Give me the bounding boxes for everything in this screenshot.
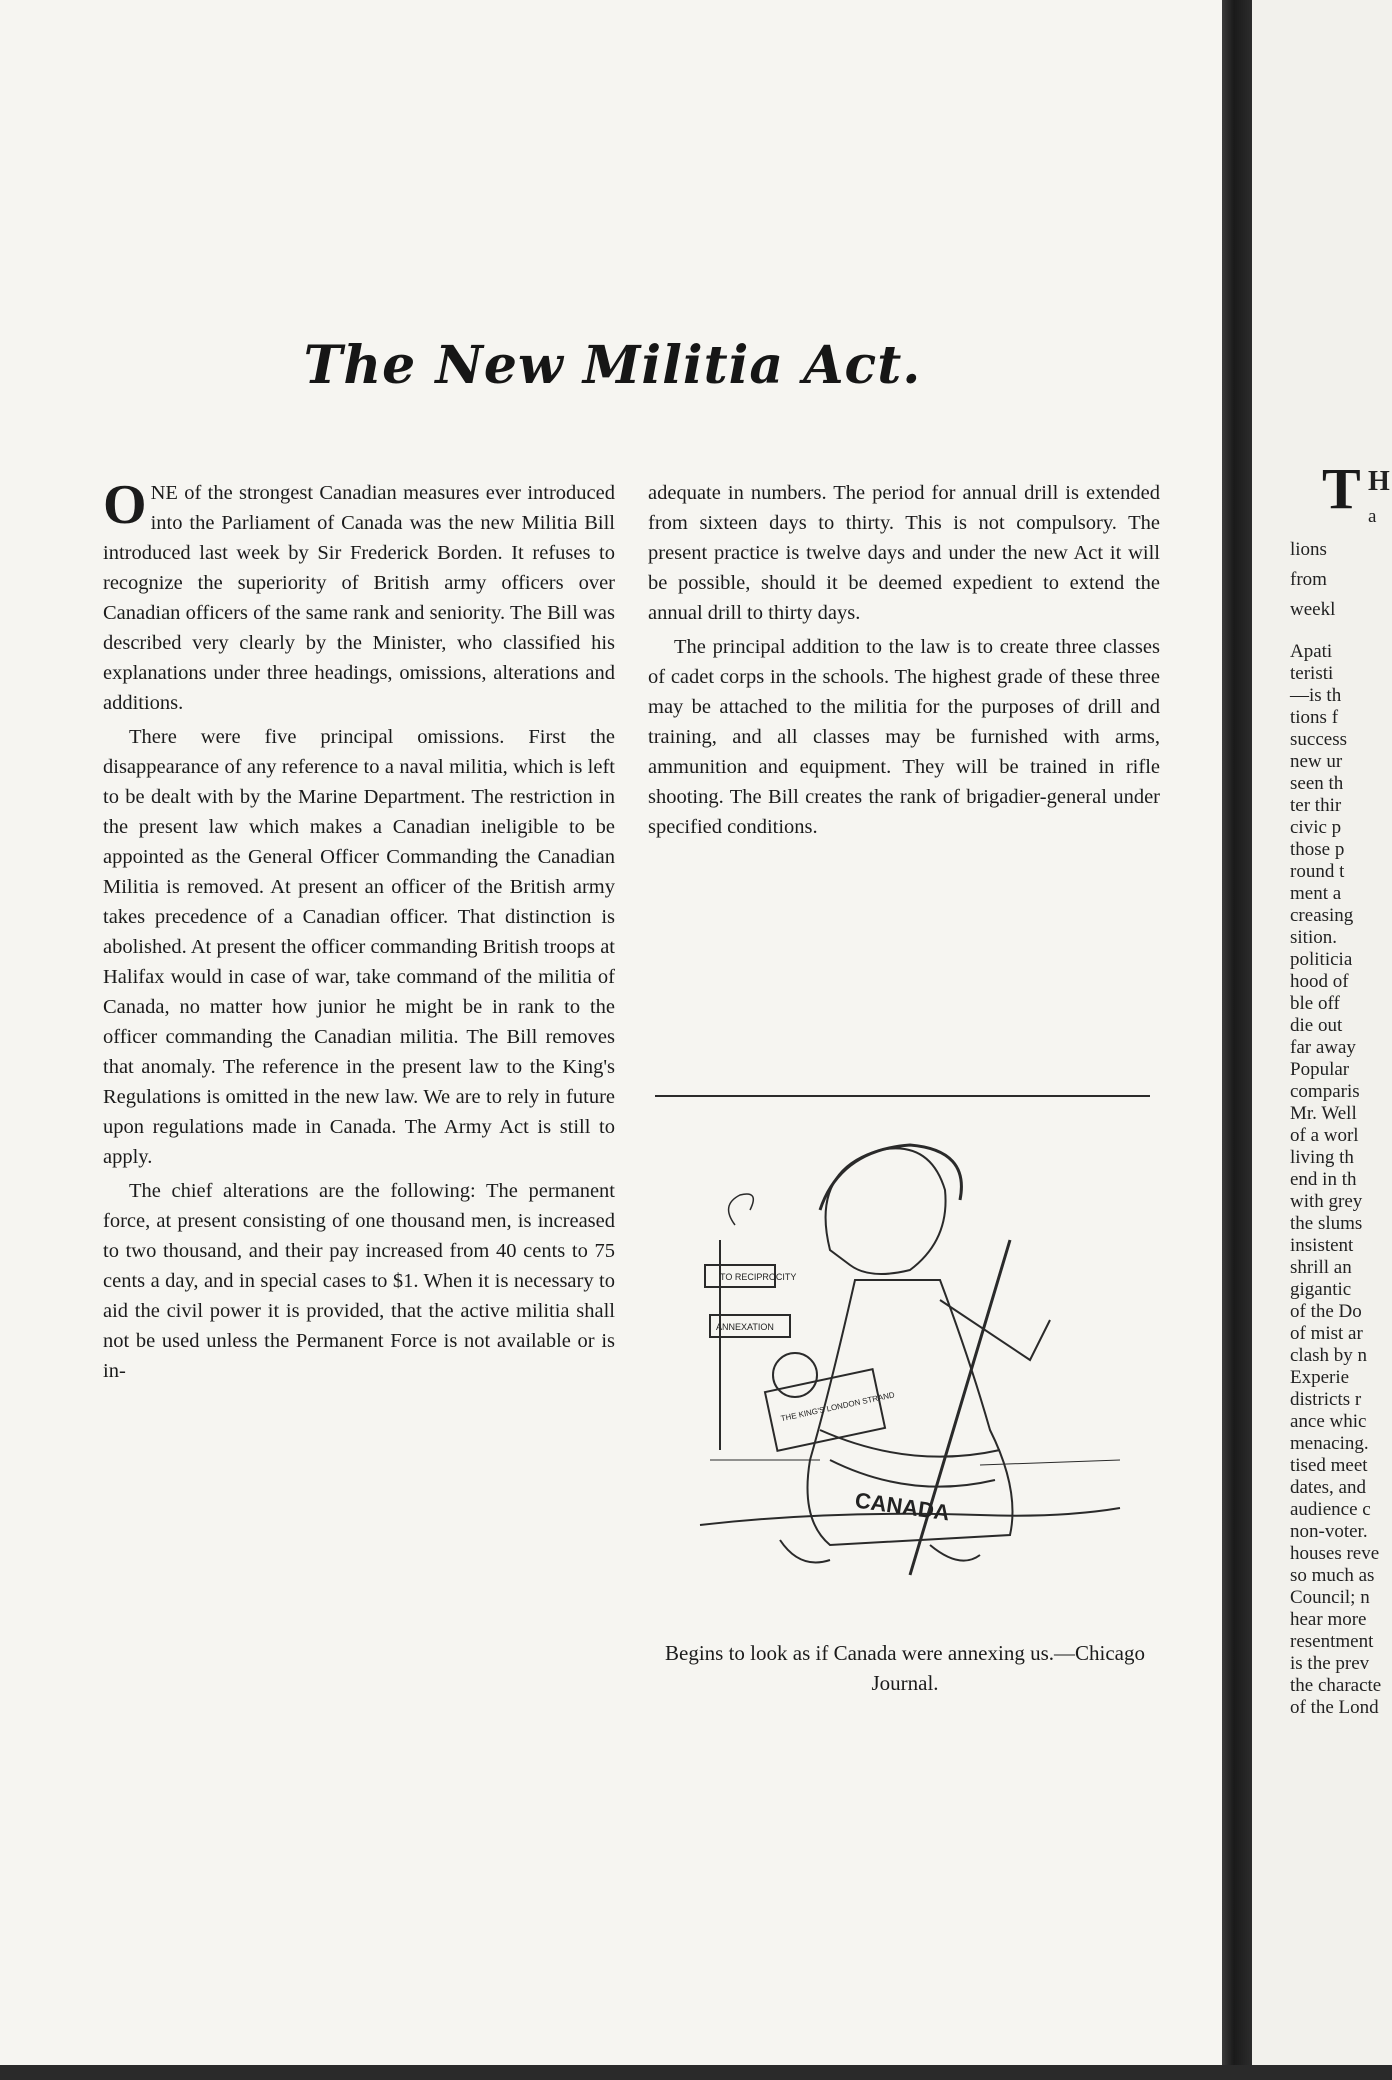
- next-page-line: ble off: [1290, 993, 1340, 1014]
- next-page-line: clash by n: [1290, 1345, 1368, 1366]
- next-page-line: round t: [1290, 861, 1345, 882]
- next-page-line: shrill an: [1290, 1257, 1352, 1278]
- section-divider: [655, 1095, 1150, 1097]
- next-page-line: a: [1368, 506, 1377, 527]
- paragraph-2: There were five principal omissions. First the disappearance of any reference to a naval militia, which is left to be dealt with by the Marine Department. The restriction in the present law which makes a Canadian ineligible to be appointed as the General Officer Commanding the Canadian Militia is removed. At present an officer of the British army takes precedence of a Canadian officer. That distinction is abolished. At present the officer commanding British troops at Halifax would in case of war, take command of the militia of Canada, no matter how junior he might be in rank to the officer commanding the Canadian militia. The Bill removes that anomaly. The reference in the present law to the King's Regulations is omitted in the new law. We are to rely in future upon regulations made in Canada. The Army Act is still to apply.: [103, 726, 615, 1168]
- figure-arm: [940, 1300, 1050, 1360]
- figure-head: [826, 1148, 946, 1274]
- box-text: THE KING'S LONDON STRAND: [779, 1390, 896, 1424]
- next-page-line: ter thir: [1290, 795, 1342, 816]
- next-page-line: end in th: [1290, 1169, 1357, 1190]
- drop-cap: O: [103, 474, 147, 536]
- left-column: [103, 474, 615, 1390]
- next-page-line: Council; n: [1290, 1587, 1370, 1608]
- book-gutter: [1222, 0, 1252, 2080]
- next-page-line: civic p: [1290, 817, 1342, 838]
- next-page-line: tised meet: [1290, 1455, 1368, 1476]
- next-page-line: H: [1368, 466, 1390, 497]
- next-page-line: lions: [1290, 539, 1327, 560]
- next-page-line: insistent: [1290, 1235, 1354, 1256]
- next-page-line: weekl: [1290, 599, 1336, 620]
- right-column: [648, 478, 1160, 846]
- next-page-line: seen th: [1290, 773, 1344, 794]
- next-page-line: the slums: [1290, 1213, 1363, 1234]
- next-page-line: creasing: [1290, 905, 1354, 926]
- paragraph-5: The principal addition to the law is to create three classes of cadet corps in the schools. The highest grade of these three may be attached to the militia for the purposes of drill and training, and all classes may be furnished with arms, ammunition and equipment. They will be trained in rifle shooting. The Bill creates the rank of brigadier-general under specified conditions.: [648, 636, 1160, 838]
- sign-mid-text: ANNEXATION: [716, 1322, 774, 1332]
- next-page-line: of the Lond: [1290, 1697, 1379, 1718]
- next-page-line: gigantic: [1290, 1279, 1352, 1300]
- sign-top-text: TO RECIPROCITY: [720, 1272, 797, 1282]
- next-page-line: far away: [1290, 1037, 1356, 1058]
- next-page-line: of mist ar: [1290, 1323, 1363, 1344]
- next-page-line: so much as: [1290, 1565, 1375, 1586]
- next-page-line: resentment: [1290, 1631, 1374, 1652]
- next-page-line: living th: [1290, 1147, 1354, 1168]
- next-page-line: Popular: [1290, 1059, 1350, 1080]
- paragraph-4: adequate in numbers. The period for annual drill is extended from sixteen days to thirty. This is not compulsory. The present practice is twelve days and under the new Act it will be possible, should it be deemed expedient to extend the annual drill to thirty days.: [648, 482, 1160, 624]
- bottom-edge: [0, 2065, 1392, 2080]
- next-page-line: dates, and: [1290, 1477, 1366, 1498]
- cartoon-illustration: [680, 1130, 1130, 1600]
- next-page-line: hood of: [1290, 971, 1349, 992]
- article-title: The New Militia Act.: [303, 335, 922, 396]
- next-page-line: of the Do: [1290, 1301, 1362, 1322]
- next-page-line: Apati: [1290, 641, 1333, 662]
- cartoon-caption: Begins to look as if Canada were annexing us.—Chicago Journal.: [665, 1641, 1145, 1695]
- next-page-line: those p: [1290, 839, 1345, 860]
- next-page-line: menacing.: [1290, 1433, 1369, 1454]
- walking-stick: [910, 1240, 1010, 1575]
- next-page-line: non-voter.: [1290, 1521, 1368, 1542]
- next-page-line: from: [1290, 569, 1327, 590]
- next-page-line: hear more: [1290, 1609, 1367, 1630]
- next-page-line: —is th: [1290, 685, 1342, 706]
- next-page-line: new ur: [1290, 751, 1343, 772]
- next-page-line: politicia: [1290, 949, 1353, 970]
- next-page-line: ance whic: [1290, 1411, 1367, 1432]
- next-page-line: ment a: [1290, 883, 1342, 904]
- paragraph-3: The chief alterations are the following: The permanent force, at present consisting of one thousand men, is increased to two thousand, and their pay increased from 40 cents to 75 cents a day, and in special cases to $1. When it is necessary to aid the civil power it is provided, that the active militia shall not be used unless the Permanent Force is not available or is in-: [103, 1180, 615, 1382]
- next-page-line: teristi: [1290, 663, 1334, 684]
- next-page-line: die out: [1290, 1015, 1343, 1036]
- next-page-line: success: [1290, 729, 1347, 750]
- next-page-dropcap: T: [1322, 456, 1361, 521]
- next-page-line: houses reve: [1290, 1543, 1380, 1564]
- next-page-line: comparis: [1290, 1081, 1360, 1102]
- next-page-line: of a worl: [1290, 1125, 1359, 1146]
- next-page-line: districts r: [1290, 1389, 1362, 1410]
- next-page-line: with grey: [1290, 1191, 1363, 1212]
- next-page-line: the characte: [1290, 1675, 1382, 1696]
- child-figure: [773, 1353, 817, 1397]
- next-page-line: tions f: [1290, 707, 1339, 728]
- next-page-line: Mr. Well: [1290, 1103, 1357, 1124]
- next-page-line: is the prev: [1290, 1653, 1370, 1674]
- paragraph-1-text: NE of the strongest Canadian measures ever introduced into the Parliament of Canada was the new Militia Bill introduced last week by Sir Frederick Borden. It refuses to recognize the superiority of British army officers over Canadian officers of the same rank and seniority. The Bill was described very clearly by the Minister, who classified his explanations under three headings, omissions, alterations and additions.: [103, 482, 615, 714]
- next-page-line: sition.: [1290, 927, 1337, 948]
- paragraph-1: [103, 474, 615, 718]
- next-page-line: Experie: [1290, 1367, 1350, 1388]
- next-page-line: audience c: [1290, 1499, 1371, 1520]
- sash-text: CANADA: [853, 1487, 952, 1526]
